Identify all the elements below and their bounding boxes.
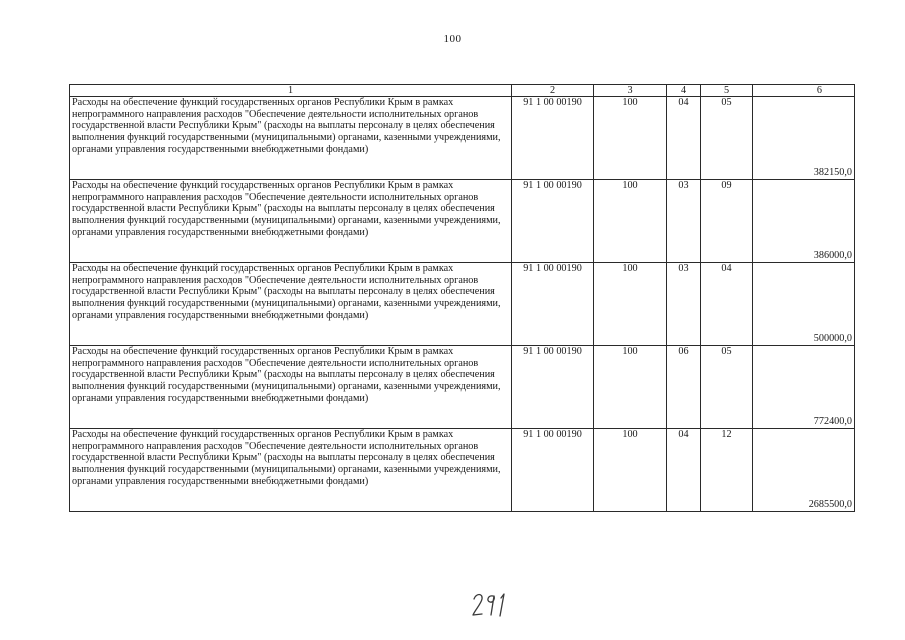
row-description: Расходы на обеспечение функций государственных органов Республики Крым в рамках непрограммного направления расходов "Обеспечение деятельности исполнительных органов государственной власти Республики Крым" (расходы на выплаты персоналу в целях обеспечения выполнения функций государственными (муниципальными) органами, казенными учреждениями, органами управления государственными внебюджетными фондами) — [70, 97, 512, 180]
table-row — [70, 429, 855, 512]
table-body — [70, 97, 855, 512]
row-section: 03 — [667, 180, 701, 263]
table-header — [70, 85, 855, 97]
row-amount: 2685500,0 — [753, 429, 855, 512]
header-col-3: 3 — [594, 85, 667, 97]
row-description: Расходы на обеспечение функций государственных органов Республики Крым в рамках непрограммного направления расходов "Обеспечение деятельности исполнительных органов государственной власти Республики Крым" (расходы на выплаты персоналу в целях обеспечения выполнения функций государственными (муниципальными) органами, казенными учреждениями, органами управления государственными внебюджетными фондами) — [70, 263, 512, 346]
row-subsection: 05 — [701, 346, 753, 429]
row-type: 100 — [594, 429, 667, 512]
header-col-1: 1 — [70, 85, 512, 97]
row-subsection: 12 — [701, 429, 753, 512]
header-col-6: 6 — [753, 85, 855, 97]
row-subsection: 05 — [701, 97, 753, 180]
row-type: 100 — [594, 97, 667, 180]
row-subsection: 09 — [701, 180, 753, 263]
row-type: 100 — [594, 263, 667, 346]
row-amount: 500000,0 — [753, 263, 855, 346]
table-row — [70, 263, 855, 346]
row-code: 91 1 00 00190 — [512, 180, 594, 263]
row-amount: 772400,0 — [753, 346, 855, 429]
row-code: 91 1 00 00190 — [512, 263, 594, 346]
row-subsection: 04 — [701, 263, 753, 346]
row-section: 04 — [667, 97, 701, 180]
table-row — [70, 180, 855, 263]
page-number: 100 — [443, 33, 462, 45]
header-col-5: 5 — [701, 85, 753, 97]
row-amount: 386000,0 — [753, 180, 855, 263]
handwritten-page-mark — [470, 590, 510, 620]
header-col-2: 2 — [512, 85, 594, 97]
table-row — [70, 97, 855, 180]
row-section: 04 — [667, 429, 701, 512]
row-code: 91 1 00 00190 — [512, 429, 594, 512]
row-type: 100 — [594, 346, 667, 429]
row-description: Расходы на обеспечение функций государственных органов Республики Крым в рамках непрограммного направления расходов "Обеспечение деятельности исполнительных органов государственной власти Республики Крым" (расходы на выплаты персоналу в целях обеспечения выполнения функций государственными (муниципальными) органами, казенными учреждениями, органами управления государственными внебюджетными фондами) — [70, 429, 512, 512]
table-row — [70, 346, 855, 429]
header-row — [70, 85, 855, 97]
header-col-4: 4 — [667, 85, 701, 97]
budget-table — [69, 84, 855, 512]
row-section: 06 — [667, 346, 701, 429]
row-amount: 382150,0 — [753, 97, 855, 180]
row-type: 100 — [594, 180, 667, 263]
row-section: 03 — [667, 263, 701, 346]
row-code: 91 1 00 00190 — [512, 346, 594, 429]
row-code: 91 1 00 00190 — [512, 97, 594, 180]
row-description: Расходы на обеспечение функций государственных органов Республики Крым в рамках непрограммного направления расходов "Обеспечение деятельности исполнительных органов государственной власти Республики Крым" (расходы на выплаты персоналу в целях обеспечения выполнения функций государственными (муниципальными) органами, казенными учреждениями, органами управления государственными внебюджетными фондами) — [70, 180, 512, 263]
row-description: Расходы на обеспечение функций государственных органов Республики Крым в рамках непрограммного направления расходов "Обеспечение деятельности исполнительных органов государственной власти Республики Крым" (расходы на выплаты персоналу в целях обеспечения выполнения функций государственными (муниципальными) органами, казенными учреждениями, органами управления государственными внебюджетными фондами) — [70, 346, 512, 429]
